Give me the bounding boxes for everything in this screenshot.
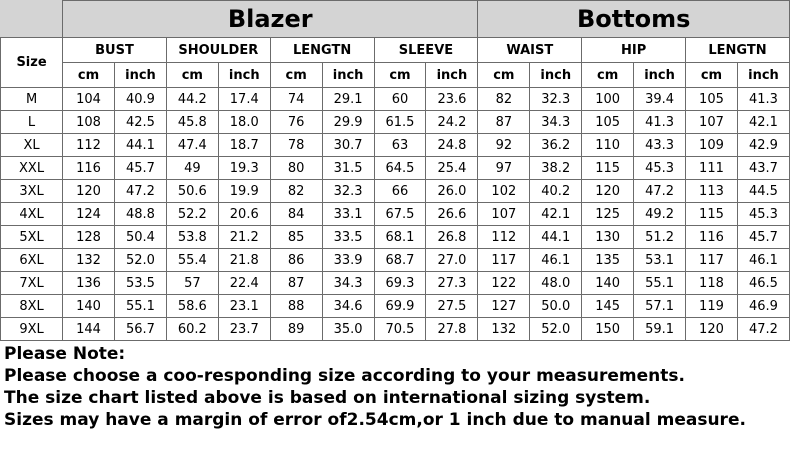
measurement-cell: 23.6 [426,88,478,111]
measurement-cell: 50.4 [115,226,167,249]
measurement-cell: 27.8 [426,318,478,341]
measurement-cell: 35.0 [322,318,374,341]
measurement-cell: 38.2 [530,157,582,180]
measurement-cell: 17.4 [218,88,270,111]
measurement-cell: 61.5 [374,111,426,134]
corner-cell [1,1,63,38]
measurement-cell: 51.2 [634,226,686,249]
measurement-cell: 26.8 [426,226,478,249]
measurement-cell: 100 [582,88,634,111]
unit-header-cm: cm [374,63,426,88]
measurement-cell: 69.3 [374,272,426,295]
size-label-cell: 8XL [1,295,63,318]
measurement-cell: 74 [270,88,322,111]
measurement-cell: 47.2 [115,180,167,203]
table-row [1,295,790,318]
table-row [1,272,790,295]
measurement-cell: 23.1 [218,295,270,318]
measurement-cell: 27.3 [426,272,478,295]
measurement-cell: 32.3 [322,180,374,203]
measurement-cell: 42.1 [530,203,582,226]
unit-header-inch: inch [218,63,270,88]
measurement-cell: 41.3 [737,88,789,111]
measurement-cell: 117 [478,249,530,272]
measurement-cell: 112 [63,134,115,157]
measurement-cell: 42.1 [737,111,789,134]
measurement-cell: 42.5 [115,111,167,134]
measurement-cell: 45.8 [166,111,218,134]
measurement-cell: 50.0 [530,295,582,318]
measurement-cell: 47.4 [166,134,218,157]
measurement-cell: 46.5 [737,272,789,295]
measurement-cell: 47.2 [737,318,789,341]
shoulder-header: SHOULDER [166,38,270,63]
measurement-cell: 52.2 [166,203,218,226]
measurement-cell: 105 [686,88,738,111]
measurement-cell: 33.1 [322,203,374,226]
notes-block [4,343,786,431]
measurement-cell: 40.9 [115,88,167,111]
measurement-cell: 70.5 [374,318,426,341]
measurement-cell: 80 [270,157,322,180]
measurement-cell: 122 [478,272,530,295]
table-row [1,111,790,134]
measurement-cell: 18.7 [218,134,270,157]
measurement-cell: 45.7 [737,226,789,249]
measurement-cell: 109 [686,134,738,157]
measurement-cell: 66 [374,180,426,203]
measurement-cell: 116 [686,226,738,249]
measurement-cell: 92 [478,134,530,157]
measurement-cell: 27.5 [426,295,478,318]
measurement-cell: 87 [270,272,322,295]
measurement-cell: 125 [582,203,634,226]
size-label-cell: 9XL [1,318,63,341]
measurement-cell: 58.6 [166,295,218,318]
unit-header-cm: cm [686,63,738,88]
measurement-cell: 26.6 [426,203,478,226]
measurement-cell: 145 [582,295,634,318]
measurement-cell: 140 [63,295,115,318]
measurement-cell: 64.5 [374,157,426,180]
measurement-cell: 46.1 [737,249,789,272]
measurement-cell: 82 [270,180,322,203]
unit-header-inch: inch [322,63,374,88]
measurement-cell: 26.0 [426,180,478,203]
unit-header-cm: cm [166,63,218,88]
table-row [1,134,790,157]
blazer-group-header: Blazer [63,1,478,38]
measurement-cell: 118 [686,272,738,295]
measurement-cell: 18.0 [218,111,270,134]
measurement-cell: 115 [582,157,634,180]
measurement-cell: 104 [63,88,115,111]
unit-header-cm: cm [270,63,322,88]
measurement-cell: 67.5 [374,203,426,226]
measurement-cell: 25.4 [426,157,478,180]
measurement-cell: 53.8 [166,226,218,249]
measurement-cell: 44.1 [530,226,582,249]
measurement-cell: 144 [63,318,115,341]
measurement-cell: 87 [478,111,530,134]
measurement-cell: 45.3 [737,203,789,226]
measurement-cell: 115 [686,203,738,226]
measurement-cell: 44.2 [166,88,218,111]
size-column-header: Size [1,38,63,88]
size-label-cell: L [1,111,63,134]
size-label-cell: 7XL [1,272,63,295]
measurement-cell: 33.9 [322,249,374,272]
measurement-cell: 29.1 [322,88,374,111]
unit-header-inch: inch [426,63,478,88]
measurement-cell: 32.3 [530,88,582,111]
measurement-cell: 119 [686,295,738,318]
measurement-cell: 29.9 [322,111,374,134]
measurement-cell: 50.6 [166,180,218,203]
measurement-cell: 68.7 [374,249,426,272]
unit-header-inch: inch [634,63,686,88]
unit-header-cm: cm [478,63,530,88]
waist-header: WAIST [478,38,582,63]
hip-header: HIP [582,38,686,63]
measurement-cell: 45.7 [115,157,167,180]
size-label-cell: XL [1,134,63,157]
unit-header-row [1,63,790,88]
measurement-cell: 27.0 [426,249,478,272]
measurement-cell: 60 [374,88,426,111]
measurement-cell: 85 [270,226,322,249]
measurement-cell: 132 [63,249,115,272]
measurement-cell: 127 [478,295,530,318]
size-label-cell: 4XL [1,203,63,226]
measurement-cell: 34.6 [322,295,374,318]
measurement-cell: 31.5 [322,157,374,180]
measurement-cell: 112 [478,226,530,249]
measurement-cell: 57.1 [634,295,686,318]
bust-header: BUST [63,38,167,63]
blazer-length-header: LENGTN [270,38,374,63]
measurement-cell: 34.3 [322,272,374,295]
measurement-cell: 68.1 [374,226,426,249]
measurement-cell: 44.1 [115,134,167,157]
size-label-cell: 5XL [1,226,63,249]
table-row [1,180,790,203]
note-line: The size chart listed above is based on international sizing system. [4,388,651,408]
measurement-cell: 136 [63,272,115,295]
measurement-cell: 130 [582,226,634,249]
measurement-cell: 120 [582,180,634,203]
measurement-cell: 124 [63,203,115,226]
measurement-cell: 150 [582,318,634,341]
table-row [1,226,790,249]
measurement-cell: 57 [166,272,218,295]
table-row [1,318,790,341]
measurement-cell: 55.4 [166,249,218,272]
measurement-cell: 21.2 [218,226,270,249]
measurement-cell: 40.2 [530,180,582,203]
measurement-cell: 105 [582,111,634,134]
unit-header-inch: inch [115,63,167,88]
measurement-cell: 60.2 [166,318,218,341]
measurement-cell: 82 [478,88,530,111]
table-row [1,88,790,111]
measurement-cell: 97 [478,157,530,180]
measurement-cell: 42.9 [737,134,789,157]
measurement-cell: 108 [63,111,115,134]
measurement-cell: 63 [374,134,426,157]
size-label-cell: 3XL [1,180,63,203]
measurement-cell: 52.0 [530,318,582,341]
measurement-cell: 22.4 [218,272,270,295]
measurement-cell: 140 [582,272,634,295]
size-label-cell: 6XL [1,249,63,272]
measurement-cell: 55.1 [634,272,686,295]
table-row [1,203,790,226]
measurement-cell: 44.5 [737,180,789,203]
measurement-cell: 49 [166,157,218,180]
measurement-cell: 132 [478,318,530,341]
table-row [1,249,790,272]
measurement-cell: 47.2 [634,180,686,203]
measurement-cell: 53.5 [115,272,167,295]
sleeve-header: SLEEVE [374,38,478,63]
bottoms-length-header: LENGTN [686,38,790,63]
measurement-cell: 102 [478,180,530,203]
unit-header-inch: inch [530,63,582,88]
measurement-cell: 52.0 [115,249,167,272]
measurement-cell: 48.8 [115,203,167,226]
measurement-cell: 43.3 [634,134,686,157]
measurement-cell: 19.9 [218,180,270,203]
measurement-cell: 76 [270,111,322,134]
measurement-cell: 56.7 [115,318,167,341]
measurement-cell: 53.1 [634,249,686,272]
note-line: Please choose a coo-responding size according to your measurements. [4,366,685,386]
size-chart-body [1,88,790,341]
measurement-cell: 107 [686,111,738,134]
measurement-cell: 41.3 [634,111,686,134]
measurement-cell: 107 [478,203,530,226]
note-line: Sizes may have a margin of error of2.54cm,or 1 inch due to manual measure. [4,410,746,430]
measurement-cell: 120 [686,318,738,341]
measurement-cell: 20.6 [218,203,270,226]
measurement-cell: 84 [270,203,322,226]
table-row [1,157,790,180]
measurement-cell: 19.3 [218,157,270,180]
measurement-cell: 78 [270,134,322,157]
measurement-cell: 55.1 [115,295,167,318]
measurement-cell: 30.7 [322,134,374,157]
measurement-cell: 24.8 [426,134,478,157]
measurement-cell: 39.4 [634,88,686,111]
measurement-cell: 135 [582,249,634,272]
measurement-cell: 34.3 [530,111,582,134]
measurement-cell: 36.2 [530,134,582,157]
measurement-cell: 45.3 [634,157,686,180]
measurement-cell: 48.0 [530,272,582,295]
measurement-cell: 23.7 [218,318,270,341]
measurement-cell: 46.1 [530,249,582,272]
measurement-cell: 46.9 [737,295,789,318]
measurement-cell: 89 [270,318,322,341]
measurement-cell: 21.8 [218,249,270,272]
measurement-cell: 33.5 [322,226,374,249]
size-label-cell: XXL [1,157,63,180]
measurement-cell: 24.2 [426,111,478,134]
unit-header-inch: inch [737,63,789,88]
measurement-cell: 59.1 [634,318,686,341]
measurement-cell: 86 [270,249,322,272]
measurement-cell: 110 [582,134,634,157]
bottoms-group-header: Bottoms [478,1,790,38]
notes-heading: Please Note: [4,344,126,364]
measurement-cell: 43.7 [737,157,789,180]
unit-header-cm: cm [63,63,115,88]
unit-header-cm: cm [582,63,634,88]
size-label-cell: M [1,88,63,111]
measurement-cell: 128 [63,226,115,249]
measurement-cell: 49.2 [634,203,686,226]
measurement-cell: 113 [686,180,738,203]
measurement-cell: 116 [63,157,115,180]
measurement-cell: 69.9 [374,295,426,318]
measurement-cell: 88 [270,295,322,318]
measurement-cell: 120 [63,180,115,203]
measurement-cell: 117 [686,249,738,272]
measurement-cell: 111 [686,157,738,180]
